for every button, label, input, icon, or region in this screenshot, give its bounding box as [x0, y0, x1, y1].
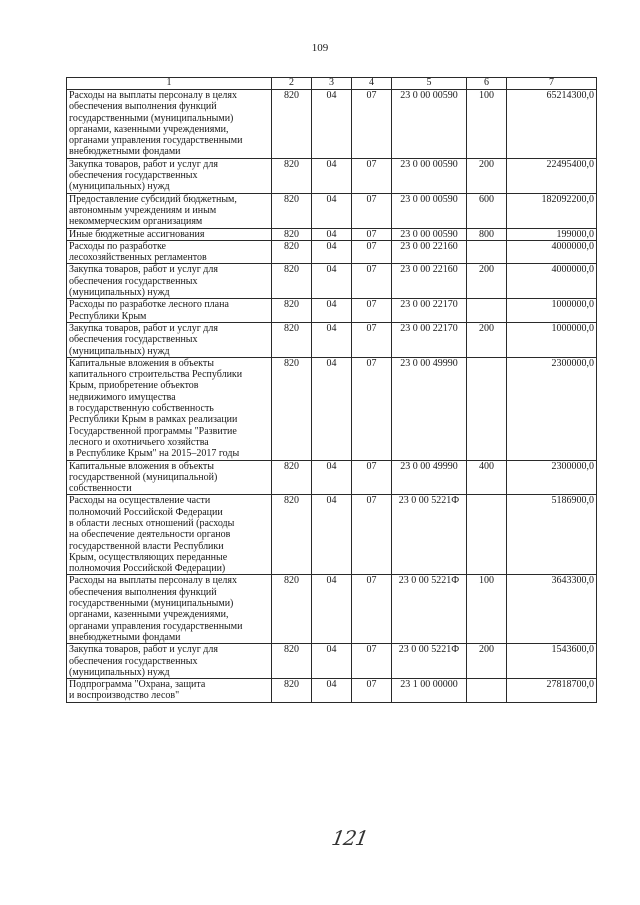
row-target-article: 23 0 00 00590	[392, 193, 467, 228]
row-name: Капитальные вложения в объекты государственной (муниципальной) собственности	[67, 460, 272, 495]
table-row	[67, 264, 597, 299]
row-grbs: 820	[272, 575, 312, 644]
row-subsection: 07	[352, 460, 392, 495]
row-name: Расходы по разработке лесного плана Республики Крым	[67, 299, 272, 323]
row-expense-type: 200	[467, 264, 507, 299]
row-amount: 2300000,0	[507, 357, 597, 460]
col-header-7: 7	[507, 78, 597, 90]
table-row	[67, 158, 597, 193]
row-subsection: 07	[352, 299, 392, 323]
row-name: Расходы по разработке лесохозяйственных регламентов	[67, 240, 272, 264]
row-section: 04	[312, 90, 352, 159]
row-grbs: 820	[272, 644, 312, 679]
row-subsection: 07	[352, 193, 392, 228]
row-grbs: 820	[272, 679, 312, 703]
row-expense-type: 100	[467, 90, 507, 159]
row-name: Капитальные вложения в объекты капитального строительства Республики Крым, приобретение объектов недвижимого имущества в государственную собственность Республики Крым в рамках реализации Государственной программы "Развитие лесного и охотничьего хозяйства в Республике Крым" на 2015–2017 годы	[67, 357, 272, 460]
table-row	[67, 644, 597, 679]
row-name: Закупка товаров, работ и услуг для обеспечения государственных (муниципальных) нужд	[67, 322, 272, 357]
row-grbs: 820	[272, 90, 312, 159]
row-subsection: 07	[352, 264, 392, 299]
col-header-1: 1	[67, 78, 272, 90]
row-amount: 1000000,0	[507, 322, 597, 357]
row-expense-type	[467, 240, 507, 264]
row-amount: 65214300,0	[507, 90, 597, 159]
row-name: Подпрограмма "Охрана, защита и воспроизводство лесов"	[67, 679, 272, 703]
row-section: 04	[312, 299, 352, 323]
row-name: Расходы на выплаты персоналу в целях обеспечения выполнения функций государственными (муниципальными) органами, казенными учреждениями, органами управления государственными внебюджетными фондами	[67, 575, 272, 644]
row-amount: 1000000,0	[507, 299, 597, 323]
table-row	[67, 460, 597, 495]
col-header-4: 4	[352, 78, 392, 90]
page-number: 109	[311, 42, 329, 54]
row-amount: 5186900,0	[507, 495, 597, 575]
row-name: Расходы на выплаты персоналу в целях обеспечения выполнения функций государственными (муниципальными) органами, казенными учреждениями, органами управления государственными внебюджетными фондами	[67, 90, 272, 159]
col-header-5: 5	[392, 78, 467, 90]
row-target-article: 23 0 00 22160	[392, 264, 467, 299]
row-grbs: 820	[272, 299, 312, 323]
row-subsection: 07	[352, 679, 392, 703]
row-grbs: 820	[272, 240, 312, 264]
row-name: Расходы на осуществление части полномочий Российской Федерации в области лесных отношений (расходы на обеспечение деятельности органов государственной власти Республики Крым, осуществляющих переданные полномочия Российской Федерации)	[67, 495, 272, 575]
table-row	[67, 357, 597, 460]
row-section: 04	[312, 264, 352, 299]
row-expense-type	[467, 679, 507, 703]
row-amount: 22495400,0	[507, 158, 597, 193]
row-subsection: 07	[352, 644, 392, 679]
row-amount: 182092200,0	[507, 193, 597, 228]
row-section: 04	[312, 322, 352, 357]
handwritten-page-mark: 121	[329, 826, 370, 850]
col-header-2: 2	[272, 78, 312, 90]
row-target-article: 23 0 00 22160	[392, 240, 467, 264]
row-target-article: 23 0 00 5221Ф	[392, 495, 467, 575]
row-expense-type: 200	[467, 644, 507, 679]
row-target-article: 23 0 00 22170	[392, 299, 467, 323]
row-expense-type: 600	[467, 193, 507, 228]
table-row	[67, 679, 597, 703]
row-target-article: 23 0 00 00590	[392, 158, 467, 193]
row-section: 04	[312, 575, 352, 644]
row-section: 04	[312, 495, 352, 575]
table-row	[67, 495, 597, 575]
row-subsection: 07	[352, 90, 392, 159]
table-row	[67, 299, 597, 323]
row-amount: 2300000,0	[507, 460, 597, 495]
row-grbs: 820	[272, 264, 312, 299]
row-subsection: 07	[352, 228, 392, 240]
row-grbs: 820	[272, 357, 312, 460]
row-grbs: 820	[272, 158, 312, 193]
row-target-article: 23 0 00 00590	[392, 90, 467, 159]
row-section: 04	[312, 357, 352, 460]
row-expense-type	[467, 299, 507, 323]
row-subsection: 07	[352, 158, 392, 193]
row-section: 04	[312, 460, 352, 495]
row-name: Закупка товаров, работ и услуг для обеспечения государственных (муниципальных) нужд	[67, 264, 272, 299]
row-section: 04	[312, 679, 352, 703]
row-section: 04	[312, 644, 352, 679]
row-section: 04	[312, 228, 352, 240]
row-expense-type	[467, 495, 507, 575]
row-target-article: 23 1 00 00000	[392, 679, 467, 703]
table-row	[67, 322, 597, 357]
row-target-article: 23 0 00 49990	[392, 357, 467, 460]
row-subsection: 07	[352, 240, 392, 264]
col-header-3: 3	[312, 78, 352, 90]
col-header-6: 6	[467, 78, 507, 90]
row-target-article: 23 0 00 5221Ф	[392, 644, 467, 679]
table-row	[67, 240, 597, 264]
row-target-article: 23 0 00 5221Ф	[392, 575, 467, 644]
header-row	[67, 78, 597, 90]
table-row	[67, 193, 597, 228]
table-row	[67, 90, 597, 159]
row-name: Предоставление субсидий бюджетным, автономным учреждениям и иным некоммерческим организациям	[67, 193, 272, 228]
table-row	[67, 228, 597, 240]
row-grbs: 820	[272, 495, 312, 575]
row-section: 04	[312, 158, 352, 193]
row-section: 04	[312, 240, 352, 264]
row-amount: 1543600,0	[507, 644, 597, 679]
row-grbs: 820	[272, 322, 312, 357]
row-amount: 4000000,0	[507, 240, 597, 264]
row-expense-type: 200	[467, 322, 507, 357]
row-expense-type: 400	[467, 460, 507, 495]
row-name: Закупка товаров, работ и услуг для обеспечения государственных (муниципальных) нужд	[67, 644, 272, 679]
row-grbs: 820	[272, 460, 312, 495]
row-section: 04	[312, 193, 352, 228]
row-expense-type: 200	[467, 158, 507, 193]
row-subsection: 07	[352, 495, 392, 575]
row-subsection: 07	[352, 575, 392, 644]
row-subsection: 07	[352, 322, 392, 357]
row-amount: 3643300,0	[507, 575, 597, 644]
budget-table	[66, 77, 597, 703]
row-expense-type	[467, 357, 507, 460]
row-amount: 199000,0	[507, 228, 597, 240]
row-grbs: 820	[272, 193, 312, 228]
row-name: Закупка товаров, работ и услуг для обеспечения государственных (муниципальных) нужд	[67, 158, 272, 193]
row-name: Иные бюджетные ассигнования	[67, 228, 272, 240]
row-expense-type: 100	[467, 575, 507, 644]
table-row	[67, 575, 597, 644]
row-target-article: 23 0 00 22170	[392, 322, 467, 357]
row-amount: 27818700,0	[507, 679, 597, 703]
row-amount: 4000000,0	[507, 264, 597, 299]
row-target-article: 23 0 00 49990	[392, 460, 467, 495]
row-expense-type: 800	[467, 228, 507, 240]
row-grbs: 820	[272, 228, 312, 240]
row-subsection: 07	[352, 357, 392, 460]
row-target-article: 23 0 00 00590	[392, 228, 467, 240]
